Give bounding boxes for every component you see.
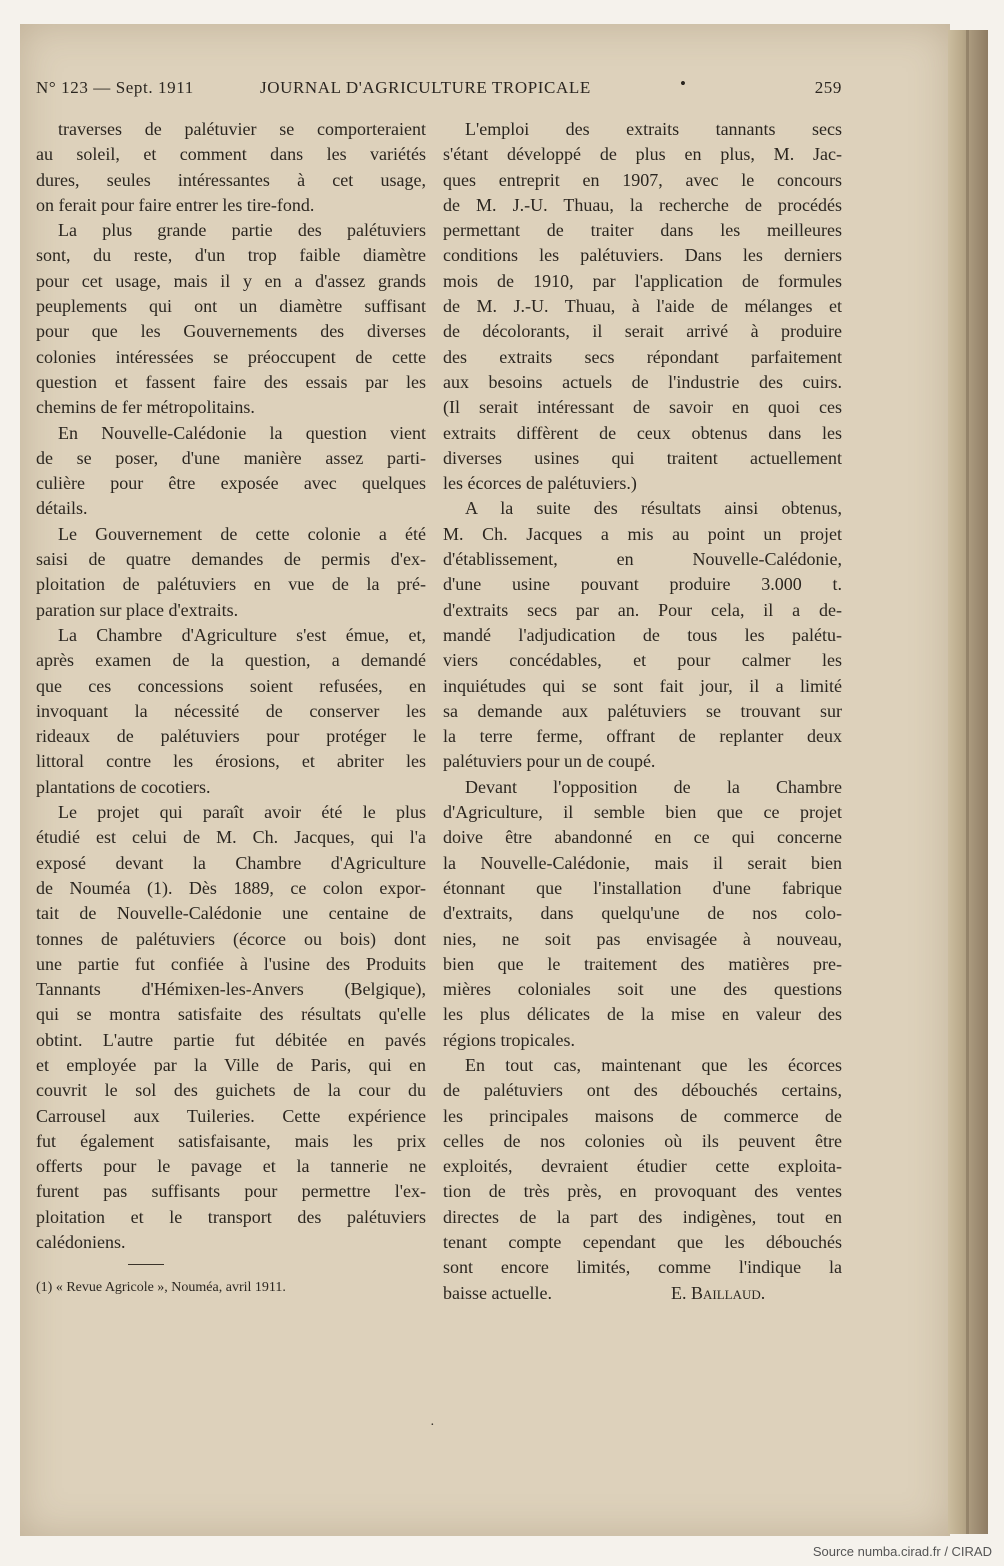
text-line: En Nouvelle-Calédonie la question vient	[58, 422, 426, 443]
text-line: bien que le traitement des matières pre-	[443, 953, 842, 974]
text-line: traverses de palétuvier se comporteraient	[58, 119, 426, 139]
text-line: palétuviers pour un de coupé.	[443, 751, 656, 772]
paragraph	[443, 1053, 842, 1306]
paragraph	[36, 522, 426, 623]
text-line: question et fassent faire des essais par les	[36, 371, 426, 392]
issue-label: N° 123 — Sept. 1911	[36, 78, 194, 97]
text-line: de M. J.-U. Thuau, à l'aide de mélanges et	[443, 296, 842, 317]
text-line: saisi de quatre demandes de permis d'ex-	[36, 549, 426, 570]
text-line: de décolorants, il serait arrivé à produire	[443, 321, 842, 342]
text-line: d'extraits secs par an. Pour cela, il a de-	[443, 599, 842, 620]
text-line: ploitation de palétuviers en vue de la pré-	[36, 574, 426, 595]
text-line: baisse actuelle.	[443, 1282, 552, 1303]
text-line: mandé l'adjudication de tous les palétu-	[443, 624, 842, 645]
text-line: ques entreprit en 1907, avec le concours	[443, 169, 842, 190]
text-line: la Nouvelle-Calédonie, mais il serait bien	[443, 852, 842, 873]
page-number: 259	[814, 78, 842, 97]
text-line: et employée par la Ville de Paris, qui en	[36, 1054, 426, 1075]
footnote: (1) « Revue Agricole », Nouméa, avril 1911.	[36, 1280, 286, 1295]
text-line: sa demande aux palétuviers se trouvant sur	[443, 700, 842, 721]
text-line: inquiétudes qui se sont fait jour, il a limité	[443, 675, 842, 696]
text-line: on ferait pour faire entrer les tire-fond.	[36, 194, 315, 215]
text-line: sont, du reste, d'un trop faible diamètre	[36, 245, 426, 266]
text-line: exposé devant la Chambre d'Agriculture	[36, 852, 426, 873]
text-line: invoquant la nécessité de conserver les	[36, 700, 426, 721]
text-line: d'établissement, en Nouvelle-Calédonie,	[443, 549, 842, 570]
text-line: pour cet usage, mais il y en a d'assez grands	[36, 270, 426, 291]
text-line: régions tropicales.	[443, 1029, 575, 1050]
text-line: obtint. L'autre partie fut débitée en pavés	[36, 1029, 426, 1050]
text-line: calédoniens.	[36, 1232, 126, 1253]
text-line: exploités, devraient étudier cette exploita-	[443, 1156, 842, 1177]
text-line: dures, seules intéressantes à cet usage,	[36, 169, 426, 190]
right-column	[443, 117, 842, 1306]
text-line: diverses usines qui traitent actuellement	[443, 447, 842, 468]
journal-title: JOURNAL D'AGRICULTURE TROPICALE	[260, 78, 591, 97]
text-line: Devant l'opposition de la Chambre	[465, 776, 842, 797]
paragraph	[36, 421, 426, 522]
text-line: de se poser, d'une manière assez parti-	[36, 447, 426, 468]
text-line: tenant compte cependant que les débouchés	[443, 1232, 842, 1253]
text-line: furent pas suffisants pour permettre l'ex-	[36, 1181, 426, 1202]
paragraph	[443, 775, 842, 1053]
text-line: plantations de cocotiers.	[36, 776, 211, 797]
text-line: étonnant que l'installation d'une fabrique	[443, 877, 842, 898]
text-line: (Il serait intéressant de savoir en quoi ces	[443, 397, 842, 418]
bottom-ink-mark: ·	[430, 1418, 435, 1433]
left-column	[36, 117, 426, 1255]
text-line: ploitation et le transport des palétuviers	[36, 1206, 426, 1227]
text-line: nies, ne soit pas envisagée à nouveau,	[443, 928, 842, 949]
text-line: peuplements qui ont un diamètre suffisant	[36, 296, 426, 317]
text-line: extraits diffèrent de ceux obtenus dans les	[443, 422, 842, 443]
text-line: de Nouméa (1). Dès 1889, ce colon expor-	[36, 877, 426, 898]
text-line: les écorces de palétuviers.)	[443, 473, 637, 494]
text-line: aux besoins actuels de l'industrie des cuirs.	[443, 371, 842, 392]
text-line-with-signature	[443, 1281, 842, 1306]
text-line: mois de 1910, par l'application de formules	[443, 270, 842, 291]
text-line: conditions les palétuviers. Dans les derniers	[443, 245, 842, 266]
text-line: directes de la part des indigènes, tout en	[443, 1206, 842, 1227]
running-header	[36, 74, 842, 106]
paragraph	[36, 623, 426, 800]
text-line: paration sur place d'extraits.	[36, 599, 239, 620]
text-line: d'extraits, dans quelqu'une de nos colo-	[443, 903, 842, 924]
text-line: les plus délicates de la mise en valeur des	[443, 1004, 842, 1025]
text-line: étudié est celui de M. Ch. Jacques, qui l'a	[36, 827, 426, 848]
text-line: culière pour être exposée avec quelques	[36, 473, 426, 494]
text-line: littoral contre les érosions, et abriter les	[36, 751, 426, 772]
text-line: d'une usine pouvant produire 3.000 t.	[443, 574, 842, 595]
text-line: pour que les Gouvernements des diverses	[36, 321, 426, 342]
text-line: la terre ferme, offrant de replanter deux	[443, 726, 842, 747]
paragraph	[36, 800, 426, 1255]
paragraph	[36, 218, 426, 420]
ink-dot: •	[680, 74, 687, 93]
footnote-rule	[128, 1264, 164, 1265]
author-signature: E. Baillaud.	[671, 1282, 766, 1303]
text-line: offerts pour le pavage et la tannerie ne	[36, 1156, 426, 1177]
paragraph	[443, 496, 842, 774]
text-line: d'Agriculture, il semble bien que ce projet	[443, 802, 842, 823]
text-line: L'emploi des extraits tannants secs	[465, 119, 842, 139]
text-line: Le projet qui paraît avoir été le plus	[58, 802, 426, 823]
text-line: après examen de la question, a demandé	[36, 650, 426, 671]
page-edge-line	[966, 30, 969, 1534]
text-line: La plus grande partie des palétuviers	[58, 220, 426, 241]
text-line: qui se montra satisfaite des résultats qu'elle	[36, 1004, 426, 1025]
text-line: chemins de fer métropolitains.	[36, 397, 255, 418]
text-line: colonies intéressées se préoccupent de cette	[36, 346, 426, 367]
text-line: Carrousel aux Tuileries. Cette expérience	[36, 1105, 426, 1126]
text-line: les principales maisons de commerce de	[443, 1105, 842, 1126]
text-line: au soleil, et comment dans les variétés	[36, 144, 426, 165]
text-line: fut également satisfaisante, mais les prix	[36, 1130, 426, 1151]
text-line: de palétuviers ont des débouchés certains,	[443, 1080, 842, 1101]
text-line: rideaux de palétuviers pour protéger le	[36, 726, 426, 747]
text-line: doive être abandonné en ce qui concerne	[443, 827, 842, 848]
text-line: permettant de traiter dans les meilleures	[443, 220, 842, 241]
text-line: couvrit le sol des guichets de la cour du	[36, 1080, 426, 1101]
text-line: viers concédables, et pour calmer les	[443, 650, 842, 671]
text-line: mières coloniales soit une des questions	[443, 979, 842, 1000]
text-line: sont encore limités, comme l'indique la	[443, 1257, 842, 1278]
paragraph	[443, 117, 842, 496]
text-line: une partie fut confiée à l'usine des Produits	[36, 953, 426, 974]
text-line: tion de très près, en provoquant des ventes	[443, 1181, 842, 1202]
text-line: tait de Nouvelle-Calédonie une centaine de	[36, 903, 426, 924]
text-line: Le Gouvernement de cette colonie a été	[58, 523, 426, 544]
source-credit: Source numba.cirad.fr / CIRAD	[812, 1544, 992, 1559]
text-line: que ces concessions soient refusées, en	[36, 675, 426, 696]
paragraph	[36, 117, 426, 218]
text-line: des extraits secs répondant parfaitement	[443, 346, 842, 367]
text-line: A la suite des résultats ainsi obtenus,	[465, 498, 842, 519]
text-line: détails.	[36, 498, 88, 519]
text-line: tonnes de palétuviers (écorce ou bois) dont	[36, 928, 426, 949]
text-line: La Chambre d'Agriculture s'est émue, et,	[58, 624, 426, 645]
text-line: de M. J.-U. Thuau, la recherche de procédés	[443, 194, 842, 215]
text-line: celles de nos colonies où ils peuvent être	[443, 1130, 842, 1151]
text-line: En tout cas, maintenant que les écorces	[465, 1054, 842, 1075]
text-line: Tannants d'Hémixen-les-Anvers (Belgique),	[36, 979, 426, 1000]
text-line: M. Ch. Jacques a mis au point un projet	[443, 523, 842, 544]
text-line: s'étant développé de plus en plus, M. Jac-	[443, 144, 842, 165]
